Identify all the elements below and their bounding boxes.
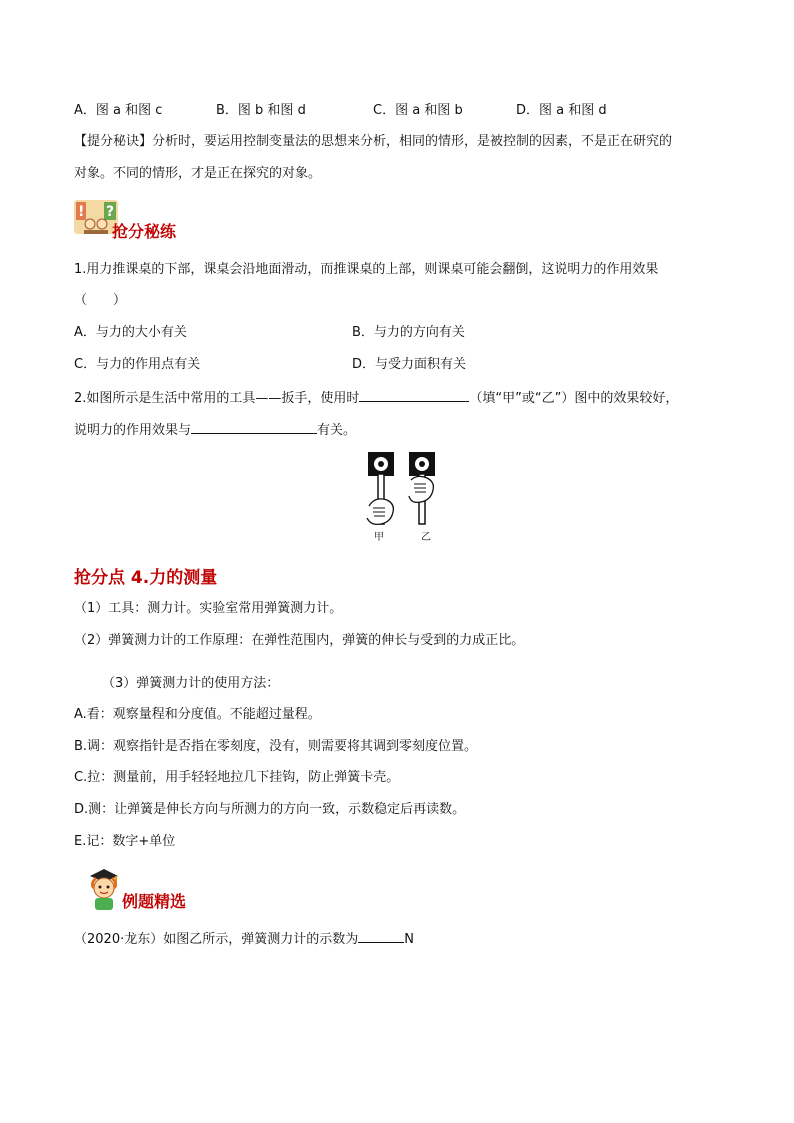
q2-line-2 — [74, 419, 356, 441]
q2-blank-1[interactable] — [359, 387, 469, 402]
section-example-title: 例题精选 — [122, 892, 187, 911]
svg-text:!: ! — [78, 204, 85, 220]
q2-text-2: （填“甲”或“乙”）图中的效果较好， — [469, 391, 679, 406]
example-unit: N — [404, 932, 414, 947]
point4-item-d: D.测：让弹簧是伸长方向与所测力的方向一致，示数稳定后再读数。 — [74, 802, 466, 817]
q1-option-a: A．与力的大小有关 — [74, 325, 187, 340]
point4-line-2: （2）弹簧测力计的工作原理：在弹性范围内，弹簧的伸长与受到的力成正比。 — [74, 633, 525, 648]
point4-item-e: E.记：数字+单位 — [74, 834, 176, 849]
point4-item-a: A.看：观察量程和分度值。不能超过量程。 — [74, 707, 321, 722]
q1-option-b: B．与力的方向有关 — [352, 325, 465, 340]
point4-item-b: B.调：观察指针是否指在零刻度，没有，则需要将其调到零刻度位置。 — [74, 739, 478, 754]
q1-option-d: D．与受力面积有关 — [352, 357, 467, 372]
q2-line-1 — [74, 387, 678, 409]
q2-blank-2[interactable] — [191, 419, 317, 434]
section-practice-title: 抢分秘练 — [112, 222, 177, 241]
tip-line-2: 对象。不同的情形，才是正在探究的对象。 — [74, 166, 322, 181]
q2-text-1: 2.如图所示是生活中常用的工具——扳手，使用时 — [74, 391, 360, 406]
example-text-1: （2020·龙东）如图乙所示，弹簧测力计的示数为 — [74, 932, 359, 947]
q2-text-3: 说明力的作用效果与 — [74, 423, 192, 438]
point4-item-c: C.拉：测量前，用手轻轻地拉几下挂钩，防止弹簧卡壳。 — [74, 770, 400, 785]
option-b: B．图 b 和图 d — [216, 103, 306, 118]
q1-stem: 1.用力推课桌的下部，课桌会沿地面滑动，而推课桌的上部，则课桌可能会翻倒，这说明力的作用效果 — [74, 262, 659, 277]
option-c: C．图 a 和图 b — [373, 103, 463, 118]
example-question — [74, 928, 414, 950]
figure-label-yi: 乙 — [421, 532, 431, 543]
figure-label-jia: 甲 — [374, 532, 384, 543]
example-icon — [86, 866, 122, 912]
q1-paren: （ ） — [74, 293, 127, 308]
option-d: D．图 a 和图 d — [516, 103, 607, 118]
point4-title: 抢分点 4.力的测量 — [74, 568, 218, 588]
q1-option-c: C．与力的作用点有关 — [74, 357, 201, 372]
point4-line-3: （3）弹簧测力计的使用方法： — [102, 676, 280, 691]
svg-text:?: ? — [106, 204, 115, 220]
option-a: A．图 a 和图 c — [74, 103, 163, 118]
tip-line-1: 【提分秘诀】分析时，要运用控制变量法的思想来分析，相同的情形，是被控制的因素，不是正在研究的 — [74, 134, 673, 149]
q2-text-4: 有关。 — [317, 423, 357, 438]
example-blank[interactable] — [358, 928, 404, 943]
point4-line-1: （1）工具：测力计。实验室常用弹簧测力计。 — [74, 601, 343, 616]
